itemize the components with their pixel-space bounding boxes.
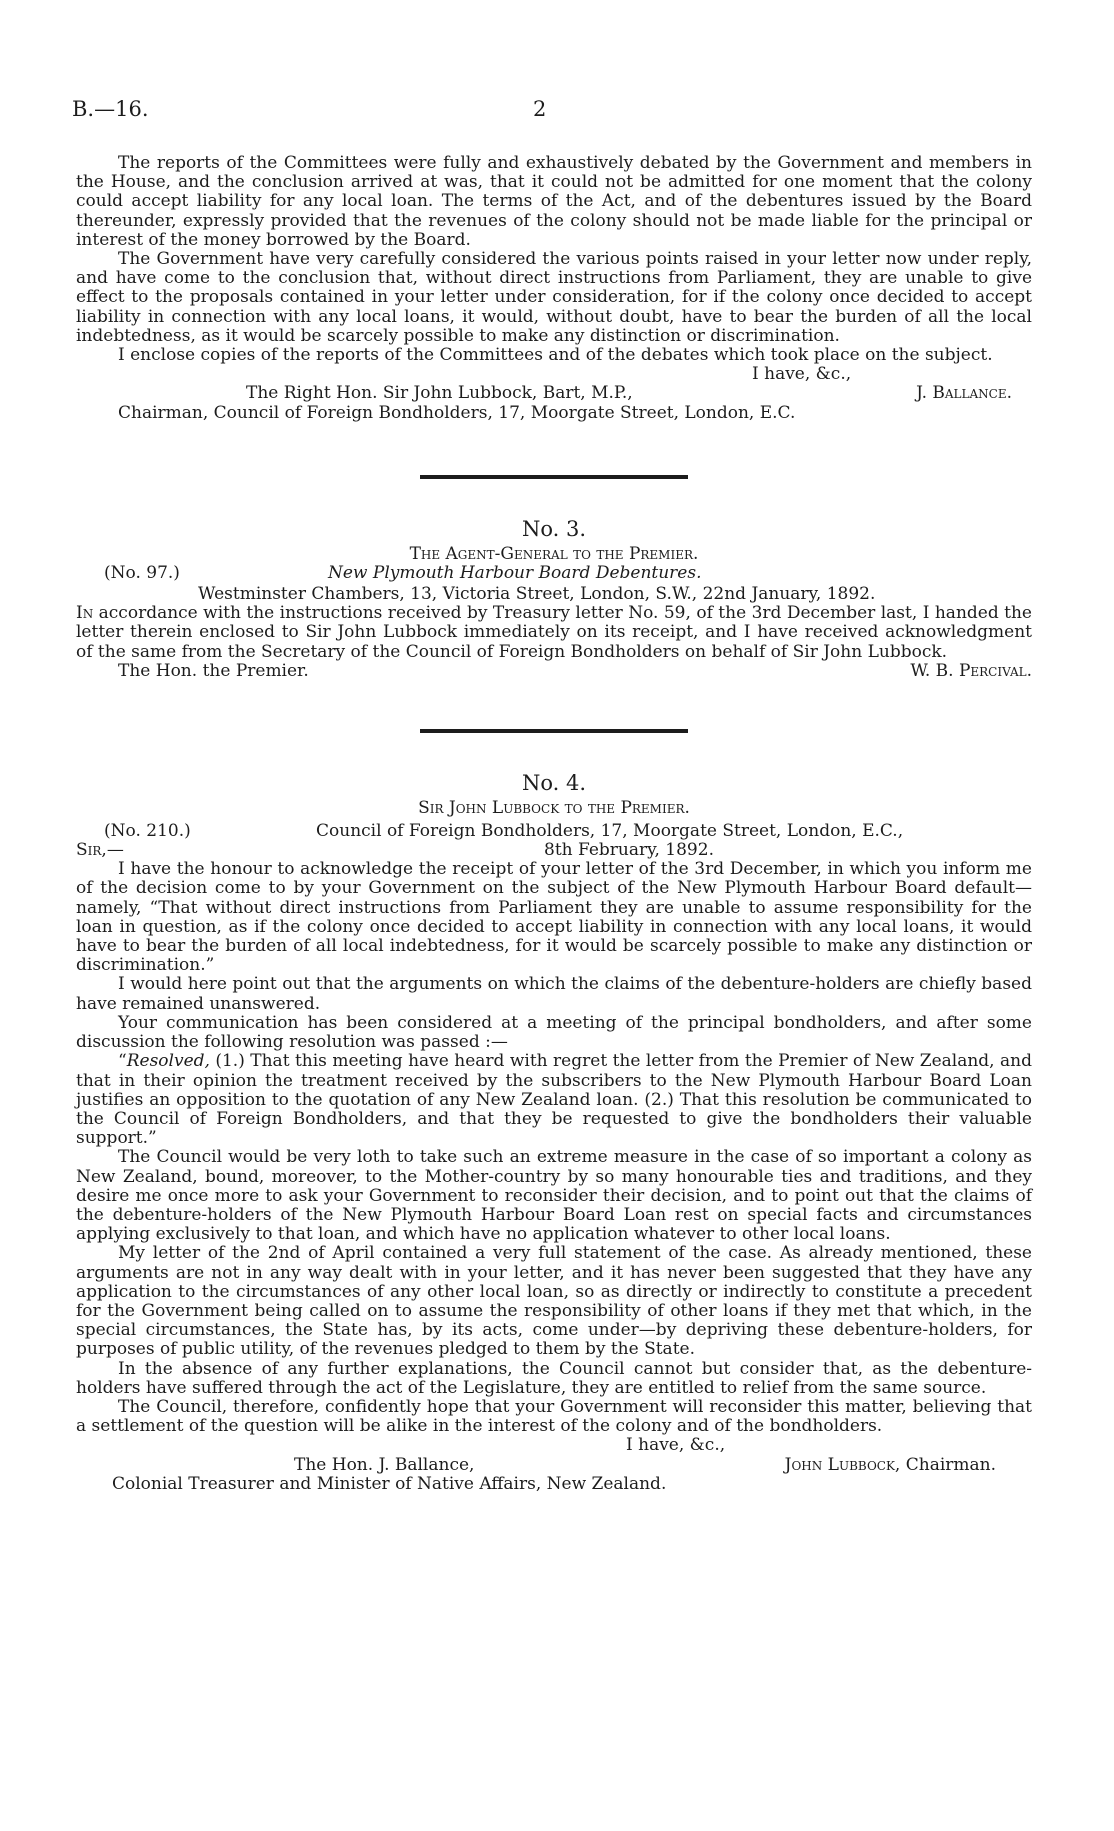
letter-date: 8th February, 1892. [544,840,714,861]
page-number: 2 [533,97,547,121]
salutation: Sir,— [76,840,124,861]
section-divider [420,475,688,479]
signature: J. Ballance. [916,383,1012,404]
letter-no-3 [76,517,1032,681]
closing-line: I have, &c., [752,364,852,385]
addressee-signature-row [76,1456,1032,1475]
resolution-paragraph: “Resolved, (1.) That this meeting have heard with regret the letter from the Premier of New Zealand, and that in their opinion the treatment received by the subscribers to the New Plymouth Harbour Board Loan justifies an opposition to the quotation of any New Zealand loan. (2.) That this resolution be communicated to the Council of Foreign Bondholders, and that they be requested to give the bondholders their valuable support.” [76,1051,1032,1149]
closing-line: I have, &c., [626,1435,726,1456]
salutation-date-row [76,841,1032,860]
paragraph: The Government have very carefully considered the various points raised in your letter now under reply, and have come to the conclusion that, without direct instructions from Parliament, they are unable to give effect to the proposals contained in your letter under consideration, for if the colony once decided to accept liability in connection with any local loans, it would, without doubt, have to bear the burden of all the local indebtedness, as it would be scarcely possible to make any distinction or discrimination. [76,249,1032,346]
addressee-signature-row [76,662,1032,681]
paper-reference: B.—16. [72,97,149,121]
paragraph: Your communication has been considered at a meeting of the principal bondholders, and after some discussion the following resolution was passed :— [76,1012,1032,1053]
signature: John Lubbock, Chairman. [784,1454,996,1475]
letter-2-tail [76,154,1032,423]
letter-number: No. 3. [521,516,587,541]
document-body [76,154,1032,1494]
letter-ref: (No. 97.) [104,563,180,584]
paragraph: The Council, therefore, confidently hope that your Government will reconsider this matter, believing that a settlement of the question will be alike in the interest of the colony and of the bondholders. [76,1396,1032,1437]
letter-ref: (No. 210.) [104,821,191,842]
paragraph: I have the honour to acknowledge the receipt of your letter of the 3rd December, in which you inform me of the decision come to by your Government on the subject of the New Plymouth Harbour Board default—namely, “That without direct instructions from Parliament they are unable to assume responsibility for the loan in question, as if the colony once decided to accept liability in connection with any local loans, it would have to bear the burden of all local indebtedness, for it would be scarcely possible to make any distinction or discrimination.” [76,859,1032,976]
letter-from-to: Sir John Lubbock to the Premier. [418,798,690,819]
letter-from-to: The Agent-General to the Premier. [409,543,699,564]
paragraph: In the absence of any further explanations, the Council cannot but consider that, as the debenture-holders have suffered through the act of the Legislature, they are entitled to relief from the same source. [76,1358,1032,1398]
paragraph: The Council would be very loth to take such an extreme measure in the case of so important a colony as New Zealand, bound, moreover, to the Mother-country by so many honourable ties and traditions, and they desire me once more to ask your Government to reconsider their decision, and to point out that the claims of the debenture-holders of the New Plymouth Harbour Board Loan rest on special facts and circumstances applying exclusively to that loan, and which have no application whatever to other local loans. [76,1147,1032,1245]
paragraph: My letter of the 2nd of April contained a very full statement of the case. As already mentioned, these arguments are not in any way dealt with in your letter, and it has never been suggested that they have any application to the circumstances of any other local loan, so as directly or indirectly to constitute a precedent for the Government being called on to assume the responsibility of other loans if they met that which, in the special circumstances, the State has, by its acts, come under—by depriving these debenture-holders, for purposes of public utility, of the revenues pledged to them by the State. [76,1243,1032,1360]
section-divider [420,729,688,733]
letter-no-4 [76,771,1032,1494]
addressee: The Hon. J. Ballance, [294,1454,475,1475]
page-header [72,97,1042,126]
letter-subject: New Plymouth Harbour Board Debentures. [328,563,702,584]
addressee-line-2: Colonial Treasurer and Minister of Native Affairs, New Zealand. [112,1473,667,1494]
ref-subject-row [76,564,1032,583]
paragraph: The reports of the Committees were fully and exhaustively debated by the Government and members in the House, and the conclusion arrived at was, that it could not be admitted for one moment that the colony could accept liability for any local loan. The terms of the Act, and of the debentures issued by the Board thereunder, expressly provided that the revenues of the colony should not be made liable for the principal or interest of the money borrowed by the Board. [76,153,1032,250]
signature: W. B. Percival. [910,660,1032,681]
place-date: Westminster Chambers, 13, Victoria Street, London, S.W., 22nd January, 1892. [198,584,876,605]
addressee-signature-row [76,384,1032,403]
addressee: The Hon. the Premier. [118,660,309,681]
letter-number: No. 4. [521,771,587,796]
paragraph: I enclose copies of the reports of the Committees and of the debates which took place on the subject. [118,345,993,366]
paragraph: In accordance with the instructions received by Treasury letter No. 59, of the 3rd December last, I handed the letter therein enclosed to Sir John Lubbock immediately on its receipt, and I have received acknowledgment of the same from the Secretary of the Council of Foreign Bondholders on behalf of Sir John Lubbock. [76,603,1032,662]
paragraph: I would here point out that the arguments on which the claims of the debenture-holders are chiefly based have remained unanswered. [76,974,1032,1014]
addressee-line-2: Chairman, Council of Foreign Bondholders, 17, Moorgate Street, London, E.C. [118,402,796,423]
letter-place: Council of Foreign Bondholders, 17, Moorgate Street, London, E.C., [316,821,904,842]
ref-place-row [76,822,1032,841]
addressee: The Right Hon. Sir John Lubbock, Bart, M.P., [246,383,633,404]
